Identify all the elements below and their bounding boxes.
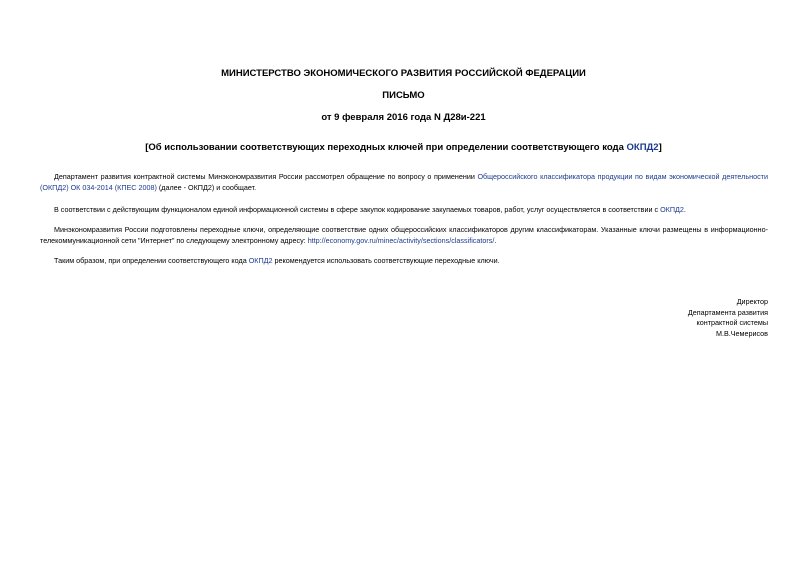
okpd2-link[interactable]: ОКПД2	[660, 205, 684, 214]
paragraph-keys	[40, 225, 768, 246]
paragraph-text: Минэкономразвития России подготовлены переходные ключи, определяющие соответствие одних общероссийских классификаторов другим классификаторам. Указанные ключи размещены в информационно-телекоммуникационной сети "Интернет" по следующему электронному адресу:	[40, 225, 768, 245]
document-type: ПИСЬМО	[382, 90, 425, 101]
paragraph-conclusion	[40, 256, 768, 267]
subject-text-suffix: ]	[658, 142, 662, 153]
economy-url-link[interactable]: http://economy.gov.ru/minec/activity/sections/classificators/	[307, 235, 495, 245]
paragraph-text: .	[683, 205, 686, 214]
paragraph-text: рекомендуется использовать соответствующие переходные ключи.	[272, 256, 500, 265]
okpd2-link[interactable]: ОКПД2	[248, 256, 273, 265]
signature-name: М.В.Чемерисов	[715, 328, 768, 338]
signature-block	[688, 297, 768, 339]
paragraph-text: Департамент развития контрактной системы Минэкономразвития России рассмотрел обращение по вопросу о применении	[54, 172, 478, 181]
paragraph-text: (далее - ОКПД2) и сообщает.	[156, 182, 257, 192]
paragraph-eis	[40, 205, 768, 216]
subject-text-prefix: [Об использовании соответствующих переходных ключей при определении соответствующего кода	[145, 142, 627, 153]
paragraph-request	[40, 172, 768, 193]
paragraph-text: .	[494, 235, 497, 245]
document-date-number: от 9 февраля 2016 года N Д28и-221	[321, 112, 486, 123]
paragraph-text: В соответствии с действующим функционалом единой информационной системы в сфере закупок кодирование закупаемых товаров, работ, услуг осуществляется в соответствии с	[54, 205, 661, 214]
ministry-title: МИНИСТЕРСТВО ЭКОНОМИЧЕСКОГО РАЗВИТИЯ РОССИЙСКОЙ ФЕДЕРАЦИИ	[221, 68, 586, 79]
signature-department: Департамента развития	[687, 307, 768, 317]
signature-department-cont: контрактной системы	[696, 318, 768, 327]
document-subject	[0, 142, 807, 153]
subject-okpd2-link[interactable]: ОКПД2	[626, 142, 659, 153]
classifier-link[interactable]: Общероссийского классификатора продукции по видам экономической деятельности (ОКПД2) ОК 034-2014 (КПЕС 2008)	[40, 172, 768, 192]
signature-position: Директор	[736, 297, 768, 306]
paragraph-text: Таким образом, при определении соответствующего кода	[54, 256, 249, 265]
